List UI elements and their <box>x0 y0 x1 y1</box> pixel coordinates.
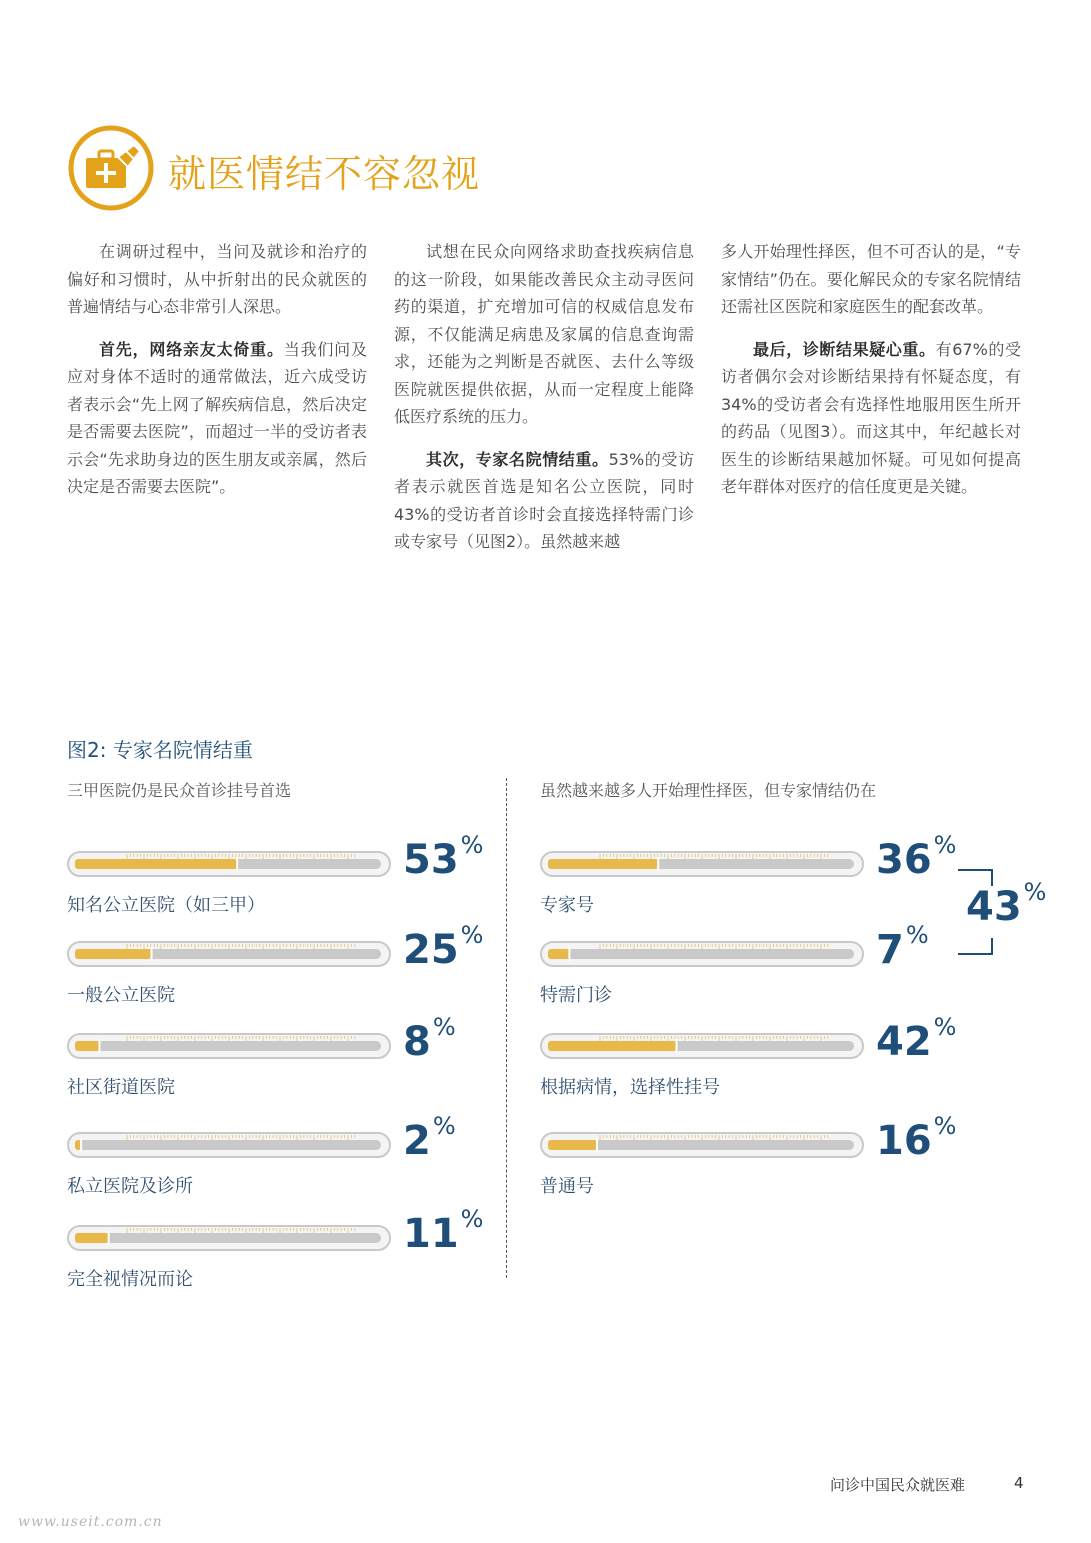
page-number: 4 <box>1014 1474 1024 1492</box>
category-label: 一般公立医院 <box>67 985 175 1006</box>
bar-track <box>75 1233 381 1243</box>
category-label: 社区街道医院 <box>67 1077 175 1098</box>
paragraph-lead: 最后，诊断结果疑心重。 <box>753 339 936 359</box>
value-label <box>403 1013 456 1065</box>
bracket-value <box>966 878 1047 930</box>
footer-title: 问诊中国民众就医难 <box>830 1476 966 1494</box>
bar-mark <box>540 941 864 967</box>
bar-track <box>75 1041 381 1051</box>
bar-fill <box>75 859 237 869</box>
category-label: 知名公立医院（如三甲） <box>67 895 265 916</box>
bracket-value-unit: % <box>1023 878 1047 906</box>
chart-divider <box>506 778 507 1278</box>
value-number: 25 <box>403 927 459 973</box>
value-label <box>403 1205 484 1257</box>
bar-fill <box>75 1233 109 1243</box>
value-number: 2 <box>403 1118 431 1164</box>
category-label: 私立医院及诊所 <box>67 1176 193 1197</box>
bar-mark <box>67 1033 391 1059</box>
paragraph-body: 当我们问及应对身体不适时的通常做法，近六成受访者表示会“先上网了解疾病信息，然后决定是否需要去医院”，而超过一半的受访者表示会“先求助身边的医生朋友或亲属，然后决定是否需要去医院”。 <box>67 339 367 496</box>
bracket-value-number: 43 <box>966 884 1022 930</box>
value-label <box>403 831 484 883</box>
value-label <box>403 1112 456 1164</box>
bar-mark <box>540 1033 864 1059</box>
value-unit: % <box>933 1112 957 1140</box>
value-number: 42 <box>876 1019 932 1065</box>
value-label <box>876 831 957 883</box>
value-number: 8 <box>403 1019 431 1065</box>
bar-mark <box>540 1132 864 1158</box>
bar-fill <box>75 949 152 959</box>
value-label <box>876 1013 957 1065</box>
paragraph: 在调研过程中，当问及就诊和治疗的偏好和习惯时，从中折射出的民众就医的普遍情结与心态非常引人深思。 <box>67 242 367 316</box>
value-number: 7 <box>876 927 904 973</box>
text-column-2 <box>394 238 694 571</box>
text-column-1 <box>67 238 367 516</box>
paragraph-lead: 其次，专家名院情结重。 <box>426 449 609 469</box>
value-unit: % <box>905 921 929 949</box>
chart-subtitle-left: 三甲医院仍是民众首诊挂号首选 <box>67 781 292 800</box>
paragraph: 试想在民众向网络求助查找疾病信息的这一阶段，如果能改善民众主动寻医问药的渠道，扩充增加可信的权威信息发布源，不仅能满足病患及家属的信息查询需求，还能为之判断是否就医、去什么等级医院就医提供依据，从而一定程度上能降低医疗系统的压力。 <box>394 242 694 426</box>
value-number: 36 <box>876 837 932 883</box>
bar-fill <box>548 859 658 869</box>
value-unit: % <box>933 1013 957 1041</box>
value-unit: % <box>432 1112 456 1140</box>
bar-mark <box>540 851 864 877</box>
value-unit: % <box>460 921 484 949</box>
category-label: 根据病情，选择性挂号 <box>540 1077 720 1098</box>
value-unit: % <box>933 831 957 859</box>
value-unit: % <box>460 1205 484 1233</box>
paragraph-body: 53%的受访者表示就医首选是知名公立医院，同时43%的受访者首诊时会直接选择特需门诊或专家号（见图2）。虽然越来越 <box>394 449 694 551</box>
category-label: 普通号 <box>540 1176 594 1197</box>
text-column-3 <box>721 238 1021 516</box>
value-number: 11 <box>403 1211 459 1257</box>
value-label <box>876 921 929 973</box>
paragraph-body: 有67%的受访者偶尔会对诊断结果持有怀疑态度，有34%的受访者会有选择性地服用医生所开的药品（见图3）。而这其中，年纪越长对医生的诊断结果越加怀疑。可见如何提高老年群体对医疗的信任度更是关键。 <box>721 339 1021 496</box>
bar-track <box>548 949 854 959</box>
bar-fill <box>548 949 569 959</box>
category-label: 完全视情况而论 <box>67 1269 193 1290</box>
bar-mark <box>67 941 391 967</box>
value-label <box>876 1112 957 1164</box>
bar-fill <box>75 1041 99 1051</box>
value-unit: % <box>432 1013 456 1041</box>
paragraph-lead: 首先，网络亲友太倚重。 <box>99 339 284 359</box>
bar-track <box>75 1140 381 1150</box>
value-label <box>403 921 484 973</box>
category-label: 特需门诊 <box>540 985 612 1006</box>
watermark: www.useit.com.cn <box>18 1514 163 1530</box>
bar-mark <box>67 1132 391 1158</box>
page-title: 就医情结不容忽视 <box>168 152 481 196</box>
bar-mark <box>67 1225 391 1251</box>
paragraph: 多人开始理性择医，但不可否认的是，“专家情结”仍在。要化解民众的专家名院情结还需社区医院和家庭医生的配套改革。 <box>721 242 1021 316</box>
value-unit: % <box>460 831 484 859</box>
paragraph <box>67 336 367 501</box>
bar-fill <box>548 1140 597 1150</box>
paragraph <box>394 446 694 556</box>
medical-kit-icon <box>66 123 156 213</box>
value-number: 16 <box>876 1118 932 1164</box>
category-label: 专家号 <box>540 895 594 916</box>
bar-fill <box>548 1041 677 1051</box>
value-number: 53 <box>403 837 459 883</box>
chart-subtitle-right: 虽然越来越多人开始理性择医，但专家情结仍在 <box>540 781 877 800</box>
paragraph <box>721 336 1021 501</box>
bar-mark <box>67 851 391 877</box>
figure-title: 图2: 专家名院情结重 <box>67 738 253 762</box>
